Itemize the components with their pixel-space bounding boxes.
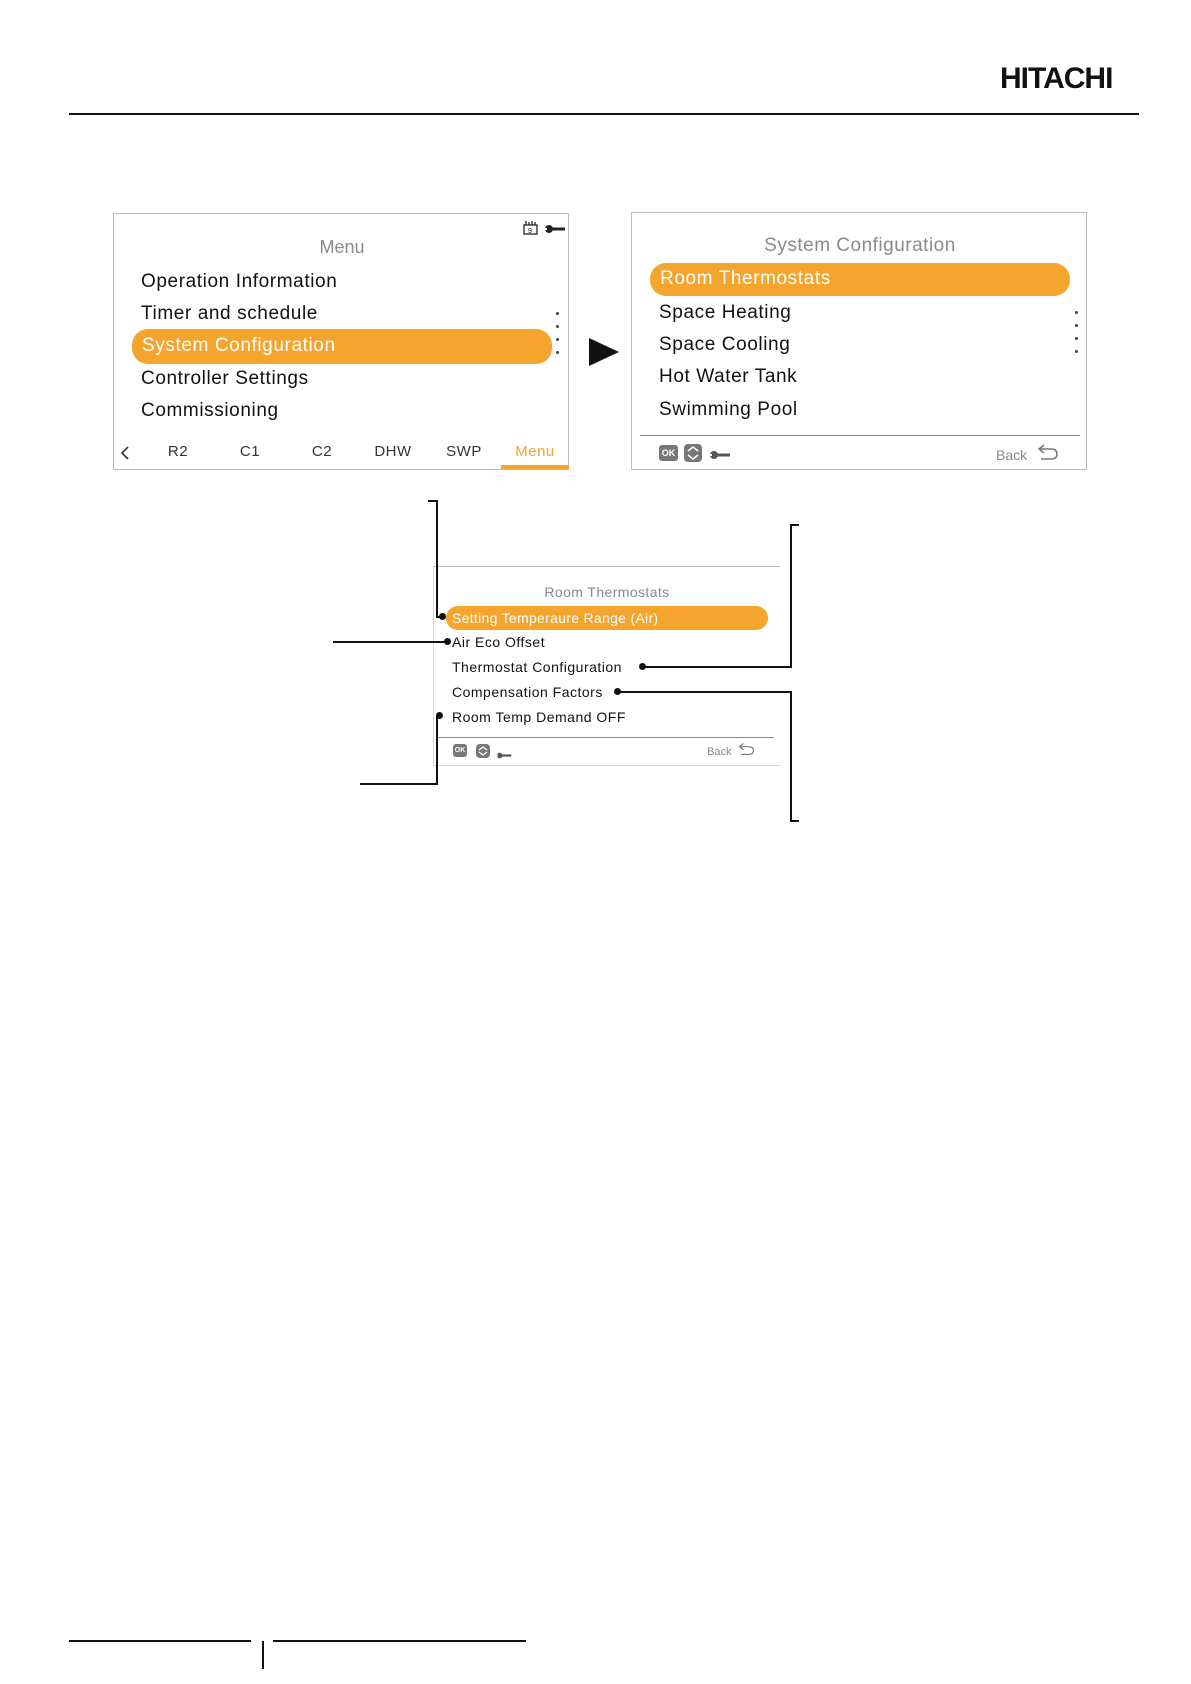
footer-divider	[438, 737, 774, 738]
tab-r2[interactable]: R2	[167, 443, 189, 460]
footer-rule-separator	[262, 1641, 264, 1669]
header-divider	[69, 113, 1139, 115]
room-thermostats-item-room-temp-demand-off[interactable]: Room Temp Demand OFF	[452, 709, 626, 725]
back-label[interactable]: Back	[707, 746, 732, 758]
callout-line	[790, 691, 792, 822]
scroll-indicator[interactable]	[1075, 311, 1078, 353]
callout-line	[333, 641, 446, 643]
callout-line	[360, 783, 438, 785]
tab-dhw[interactable]: DHW	[374, 443, 412, 460]
tab-c2[interactable]: C2	[311, 443, 333, 460]
footer-rule-right	[273, 1640, 526, 1642]
ok-icon[interactable]: OK	[659, 445, 678, 461]
menu-item-commissioning[interactable]: Commissioning	[141, 400, 279, 421]
menu-item-timer-and-schedule[interactable]: Timer and schedule	[141, 303, 318, 324]
up-down-icon[interactable]	[476, 744, 490, 758]
wrench-icon[interactable]	[709, 448, 731, 466]
room-thermostats-item-compensation-factors[interactable]: Compensation Factors	[452, 684, 603, 700]
callout-line	[642, 666, 792, 668]
wrench-icon[interactable]	[496, 747, 512, 765]
system-config-item-space-heating[interactable]: Space Heating	[659, 302, 792, 323]
footer-divider	[640, 435, 1080, 436]
system-config-item-room-thermostats[interactable]: Room Thermostats	[650, 263, 1070, 296]
callout-line	[436, 500, 438, 618]
play-arrow-icon	[588, 337, 620, 372]
tab-menu[interactable]: Menu	[515, 443, 555, 460]
callout-line	[790, 524, 792, 668]
ok-icon[interactable]: OK	[453, 744, 467, 757]
callout-line	[790, 524, 799, 526]
system-config-item-swimming-pool[interactable]: Swimming Pool	[659, 399, 798, 420]
active-tab-indicator	[501, 465, 569, 469]
room-thermostats-item-thermostat-configuration[interactable]: Thermostat Configuration	[452, 659, 622, 675]
room-thermostats-title: Room Thermostats	[544, 584, 670, 600]
menu-item-operation-information[interactable]: Operation Information	[141, 271, 338, 292]
callout-line	[436, 715, 438, 785]
up-down-icon[interactable]	[684, 444, 702, 462]
back-icon[interactable]	[738, 742, 755, 761]
menu-item-system-configuration[interactable]: System Configuration	[132, 329, 552, 364]
system-configuration-screen	[631, 212, 1087, 470]
chevron-left-icon[interactable]	[120, 445, 130, 466]
callout-line	[617, 691, 792, 693]
scroll-indicator[interactable]	[556, 312, 559, 354]
tab-c1[interactable]: C1	[239, 443, 261, 460]
callout-line	[428, 500, 438, 502]
room-thermostats-item-air-eco-offset[interactable]: Air Eco Offset	[452, 634, 546, 650]
svg-text:9: 9	[528, 228, 532, 235]
system-configuration-title: System Configuration	[764, 235, 956, 256]
footer-rule-left	[69, 1640, 251, 1642]
system-config-item-hot-water-tank[interactable]: Hot Water Tank	[659, 366, 798, 387]
tab-swp[interactable]: SWP	[446, 443, 482, 460]
hitachi-logo: HITACHI	[1000, 62, 1113, 95]
callout-line	[436, 616, 444, 618]
callout-line	[790, 820, 799, 822]
system-config-item-space-cooling[interactable]: Space Cooling	[659, 334, 791, 355]
room-thermostats-item-setting-temperature-range[interactable]: Setting Temperaure Range (Air)	[446, 606, 768, 630]
menu-screen	[113, 213, 569, 470]
menu-item-controller-settings[interactable]: Controller Settings	[141, 368, 309, 389]
back-label[interactable]: Back	[996, 447, 1028, 463]
menu-title: Menu	[319, 237, 365, 257]
back-icon[interactable]	[1037, 443, 1059, 466]
